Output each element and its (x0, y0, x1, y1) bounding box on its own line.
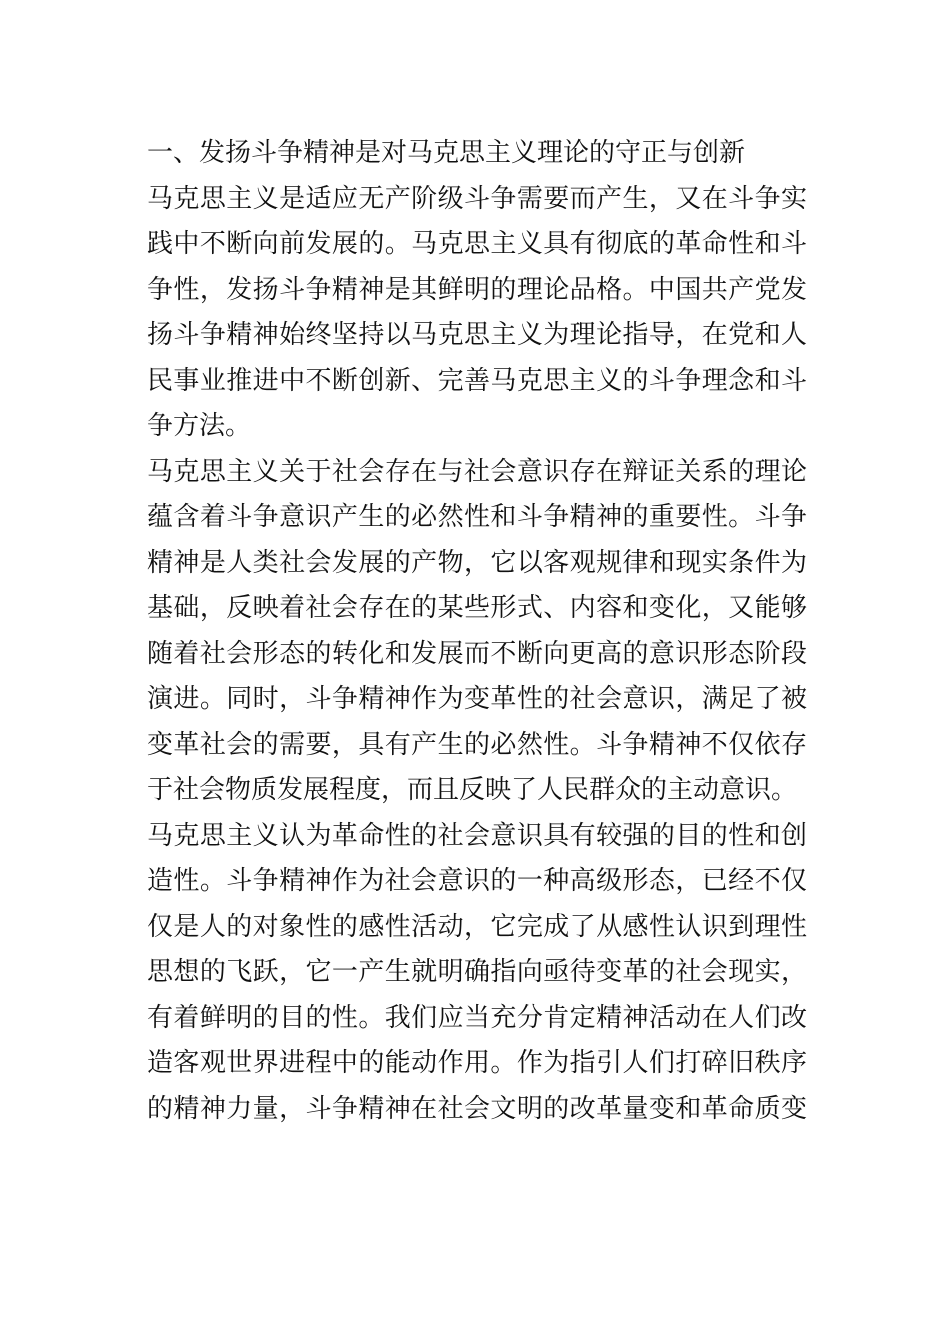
paragraph-line: 思想的飞跃，它一产生就明确指向亟待变革的社会现实， (147, 957, 807, 987)
paragraph-line: 马克思主义认为革命性的社会意识具有较强的目的性和创 (147, 820, 807, 851)
document-page (147, 131, 807, 1132)
paragraph-line: 争性，发扬斗争精神是其鲜明的理论品格。中国共产党发 (147, 274, 807, 305)
paragraph-line: 仅是人的对象性的感性活动，它完成了从感性认识到理性 (147, 911, 807, 942)
paragraph-line: 蕴含着斗争意识产生的必然性和斗争精神的重要性。斗争 (147, 502, 807, 532)
paragraph-line: 有着鲜明的目的性。我们应当充分肯定精神活动在人们改 (147, 1002, 807, 1033)
paragraph-3 (147, 814, 807, 1133)
paragraph-line: 扬斗争精神始终坚持以马克思主义为理论指导，在党和人 (147, 320, 807, 350)
paragraph-line: 马克思主义关于社会存在与社会意识存在辩证关系的理论 (147, 456, 807, 487)
paragraph-line: 造性。斗争精神作为社会意识的一种高级形态，已经不仅 (147, 866, 807, 896)
paragraph-line: 践中不断向前发展的。马克思主义具有彻底的革命性和斗 (147, 229, 807, 259)
paragraph-line: 争方法。 (147, 411, 252, 441)
paragraph-line: 造客观世界进程中的能动作用。作为指引人们打碎旧秩序 (147, 1048, 807, 1078)
section-heading: 一、发扬斗争精神是对马克思主义理论的守正与创新 (147, 138, 746, 168)
paragraph-2 (147, 450, 807, 814)
paragraph-line: 随着社会形态的转化和发展而不断向更高的意识形态阶段 (147, 638, 807, 669)
paragraph-line: 变革社会的需要，具有产生的必然性。斗争精神不仅依存 (147, 729, 807, 760)
paragraph-line: 精神是人类社会发展的产物，它以客观规律和现实条件为 (147, 547, 807, 578)
paragraph-line: 演进。同时，斗争精神作为变革性的社会意识，满足了被 (147, 684, 807, 714)
paragraph-line: 马克思主义是适应无产阶级斗争需要而产生，又在斗争实 (147, 183, 807, 214)
paragraph-line: 基础，反映着社会存在的某些形式、内容和变化，又能够 (147, 593, 807, 623)
paragraph-1 (147, 177, 807, 450)
paragraph-line: 的精神力量，斗争精神在社会文明的改革量变和革命质变 (147, 1093, 807, 1124)
paragraph-line: 于社会物质发展程度，而且反映了人民群众的主动意识。 (147, 775, 798, 805)
paragraph-line: 民事业推进中不断创新、完善马克思主义的斗争理念和斗 (147, 365, 807, 396)
